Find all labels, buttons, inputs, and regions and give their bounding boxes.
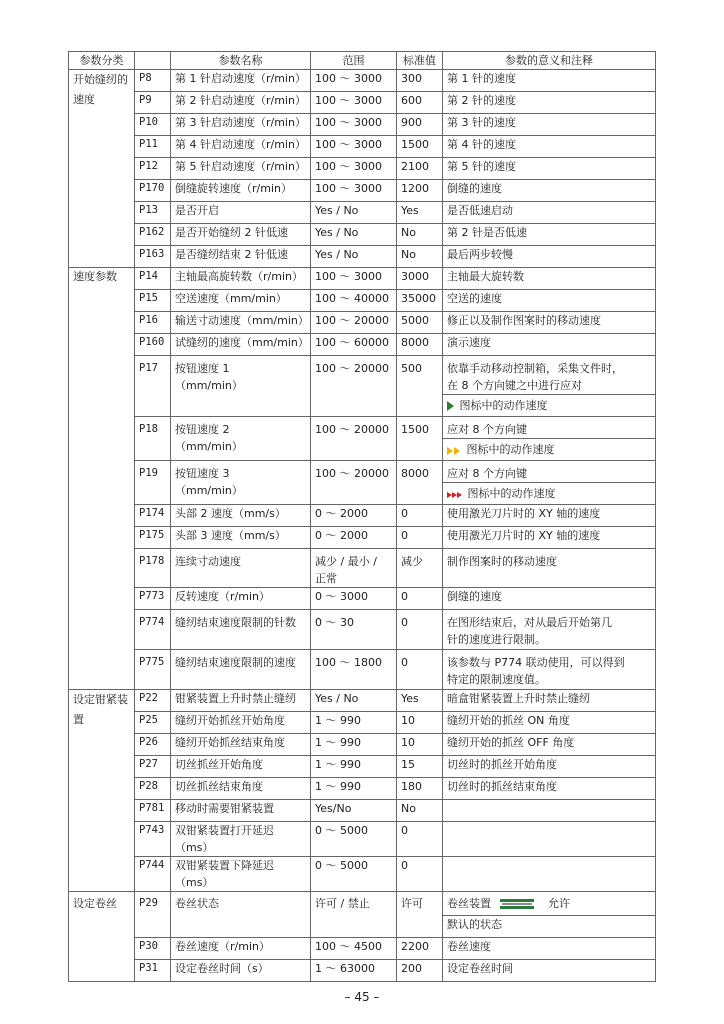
param-code: P25 — [135, 712, 171, 734]
param-desc-icon-row — [443, 395, 656, 417]
param-range: 100 ～ 3000 — [311, 92, 397, 114]
param-desc: 倒缝的速度 — [443, 588, 656, 610]
table-row — [69, 650, 656, 690]
param-range: 0 ～ 5000 — [311, 822, 397, 857]
param-code: P10 — [135, 114, 171, 136]
param-std: 1200 — [397, 180, 443, 202]
param-std: 1500 — [397, 417, 443, 461]
param-desc: 最后两步较慢 — [443, 246, 656, 268]
param-desc — [443, 857, 656, 892]
desc-line: 该参数与 P774 联动使用，可以得到 — [447, 656, 625, 669]
param-std: 900 — [397, 114, 443, 136]
param-desc: 是否低速启动 — [443, 202, 656, 224]
parameter-table — [68, 51, 656, 982]
param-desc: 切丝时的抓丝开始角度 — [443, 756, 656, 778]
param-code: P163 — [135, 246, 171, 268]
param-desc: 缝纫开始的抓丝 OFF 角度 — [443, 734, 656, 756]
param-code: P774 — [135, 610, 171, 650]
param-range: 100 ～ 4500 — [311, 938, 397, 960]
param-range: 许可 / 禁止 — [311, 892, 397, 938]
param-std: 0 — [397, 588, 443, 610]
param-std: 1500 — [397, 136, 443, 158]
param-desc: 第 2 针是否低速 — [443, 224, 656, 246]
param-code: P781 — [135, 800, 171, 822]
table-row — [69, 461, 656, 483]
param-range: 1 ～ 63000 — [311, 960, 397, 982]
table-row — [69, 246, 656, 268]
param-range: 100 ～ 3000 — [311, 158, 397, 180]
param-range: 100 ～ 20000 — [311, 417, 397, 461]
table-row — [69, 417, 656, 439]
param-range: 100 ～ 3000 — [311, 268, 397, 290]
param-std: 0 — [397, 527, 443, 549]
param-name-line: 按钮速度 2 — [175, 423, 230, 436]
param-desc: 第 2 针的速度 — [443, 92, 656, 114]
param-code: P18 — [135, 417, 171, 461]
table-row — [69, 588, 656, 610]
param-range: Yes / No — [311, 224, 397, 246]
page-number: – 45 – — [344, 990, 380, 1004]
table-row — [69, 290, 656, 312]
table-row — [69, 610, 656, 650]
table-row — [69, 960, 656, 982]
param-name: 倒缝旋转速度（r/min） — [171, 180, 311, 202]
param-name: 缝纫结束速度限制的速度 — [171, 650, 311, 690]
param-name: 主轴最高旋转数（r/min） — [171, 268, 311, 290]
param-name: 切丝抓丝开始角度 — [171, 756, 311, 778]
param-code: P31 — [135, 960, 171, 982]
param-name: 连续寸动速度 — [171, 549, 311, 588]
header-range: 范围 — [311, 52, 397, 70]
param-desc: 制作图案时的移动速度 — [443, 549, 656, 588]
param-desc-icon-row — [443, 483, 656, 505]
param-std: 0 — [397, 857, 443, 892]
param-name-unit: （mm/min） — [175, 440, 243, 453]
param-code: P28 — [135, 778, 171, 800]
desc-line: 特定的限制速度值。 — [447, 673, 546, 686]
desc-line: 在图形结束后，对从最后开始第几 — [447, 616, 612, 629]
header-meaning: 参数的意义和注释 — [443, 52, 656, 70]
param-range: 100 ～ 60000 — [311, 334, 397, 356]
table-row — [69, 505, 656, 527]
param-desc: 第 5 针的速度 — [443, 158, 656, 180]
param-code: P16 — [135, 312, 171, 334]
param-desc: 暗盒钳紧装置上升时禁止缝纫 — [443, 690, 656, 712]
table-row — [69, 268, 656, 290]
param-name: 头部 3 速度（mm/s） — [171, 527, 311, 549]
table-row — [69, 712, 656, 734]
param-desc — [443, 822, 656, 857]
param-desc — [443, 610, 656, 650]
desc-line: 图标中的动作速度 — [459, 399, 548, 412]
param-code: P29 — [135, 892, 171, 938]
header-code — [135, 52, 171, 70]
param-name: 切丝抓丝结束角度 — [171, 778, 311, 800]
param-code: P9 — [135, 92, 171, 114]
param-range: Yes / No — [311, 246, 397, 268]
table-row — [69, 822, 656, 857]
param-std: No — [397, 246, 443, 268]
param-name: 移动时需要钳紧装置 — [171, 800, 311, 822]
param-name: 是否开始缝纫 2 针低速 — [171, 224, 311, 246]
param-name: 是否缝纫结束 2 针低速 — [171, 246, 311, 268]
param-code: P174 — [135, 505, 171, 527]
param-std: 300 — [397, 70, 443, 92]
param-name: 双钳紧装置下降延迟（ms） — [171, 857, 311, 892]
param-name: 空送速度（mm/min） — [171, 290, 311, 312]
param-name: 第 2 针启动速度（r/min） — [171, 92, 311, 114]
param-code: P773 — [135, 588, 171, 610]
param-code: P170 — [135, 180, 171, 202]
param-code: P13 — [135, 202, 171, 224]
param-code: P15 — [135, 290, 171, 312]
param-std: No — [397, 800, 443, 822]
param-range: 100 ～ 1800 — [311, 650, 397, 690]
param-range: 0 ～ 2000 — [311, 505, 397, 527]
table-row — [69, 857, 656, 892]
param-name: 反转速度（r/min） — [171, 588, 311, 610]
desc-line: 依靠手动移动控制箱，采集文件时， — [447, 362, 623, 375]
param-range: 0 ～ 3000 — [311, 588, 397, 610]
param-desc: 第 4 针的速度 — [443, 136, 656, 158]
param-range: 0 ～ 30 — [311, 610, 397, 650]
param-range: Yes / No — [311, 202, 397, 224]
param-code: P14 — [135, 268, 171, 290]
param-code: P162 — [135, 224, 171, 246]
param-std: Yes — [397, 690, 443, 712]
param-desc: 设定卷丝时间 — [443, 960, 656, 982]
param-name: 是否开启 — [171, 202, 311, 224]
table-row — [69, 224, 656, 246]
param-name: 缝纫开始抓丝开始角度 — [171, 712, 311, 734]
param-std: 35000 — [397, 290, 443, 312]
param-std: No — [397, 224, 443, 246]
param-range: 1 ～ 990 — [311, 756, 397, 778]
param-code: P17 — [135, 356, 171, 417]
param-desc: 倒缝的速度 — [443, 180, 656, 202]
param-range: 100 ～ 3000 — [311, 114, 397, 136]
desc-line: 图标中的动作速度 — [467, 487, 556, 500]
param-code: P744 — [135, 857, 171, 892]
param-range: 100 ～ 3000 — [311, 136, 397, 158]
param-std: 0 — [397, 822, 443, 857]
param-name-unit: （mm/min） — [175, 484, 243, 497]
param-std: 500 — [397, 356, 443, 417]
param-range: 0 ～ 5000 — [311, 857, 397, 892]
param-name — [171, 417, 311, 461]
param-range: 100 ～ 40000 — [311, 290, 397, 312]
param-desc: 使用激光刀片时的 XY 轴的速度 — [443, 505, 656, 527]
param-desc — [443, 800, 656, 822]
param-desc: 应对 8 个方向键 — [443, 417, 656, 439]
red-triple-play-icon — [447, 486, 462, 503]
param-name-line: 按钮速度 3 — [175, 467, 230, 480]
param-name-unit: （mm/min） — [175, 379, 243, 392]
yellow-double-play-icon — [447, 442, 461, 459]
param-name — [171, 356, 311, 417]
param-name: 钳紧装置上升时禁止缝纫 — [171, 690, 311, 712]
category-clamp: 设定钳紧装置 — [69, 690, 135, 892]
param-name-line: 按钮速度 1 — [175, 362, 230, 375]
param-name — [171, 461, 311, 505]
desc-line: 允许 — [548, 897, 570, 910]
param-name: 缝纫结束速度限制的针数 — [171, 610, 311, 650]
param-std: 10 — [397, 712, 443, 734]
table-row — [69, 938, 656, 960]
param-std: 0 — [397, 505, 443, 527]
param-name: 设定卷丝时间（s） — [171, 960, 311, 982]
table-row — [69, 334, 656, 356]
table-row — [69, 70, 656, 92]
param-std: 10 — [397, 734, 443, 756]
param-code: P11 — [135, 136, 171, 158]
range-line: 减少 / 最小 / — [315, 555, 377, 568]
param-desc: 切丝时的抓丝结束角度 — [443, 778, 656, 800]
param-desc: 演示速度 — [443, 334, 656, 356]
param-desc-icon-row — [443, 439, 656, 461]
table-row — [69, 92, 656, 114]
param-desc: 应对 8 个方向键 — [443, 461, 656, 483]
param-desc: 卷丝速度 — [443, 938, 656, 960]
table-row — [69, 892, 656, 916]
param-name: 第 3 针启动速度（r/min） — [171, 114, 311, 136]
param-std: 180 — [397, 778, 443, 800]
param-desc: 空送的速度 — [443, 290, 656, 312]
table-row — [69, 312, 656, 334]
param-name: 试缝纫的速度（mm/min） — [171, 334, 311, 356]
param-desc: 使用激光刀片时的 XY 轴的速度 — [443, 527, 656, 549]
desc-line: 针的速度进行限制。 — [447, 633, 546, 646]
header-category: 参数分类 — [69, 52, 135, 70]
param-std: 2100 — [397, 158, 443, 180]
table-row — [69, 180, 656, 202]
param-desc: 默认的状态 — [443, 916, 656, 938]
param-desc: 第 1 针的速度 — [443, 70, 656, 92]
param-name: 卷丝状态 — [171, 892, 311, 938]
param-std: 8000 — [397, 461, 443, 505]
param-desc: 第 3 针的速度 — [443, 114, 656, 136]
param-range: 100 ～ 3000 — [311, 70, 397, 92]
header-standard: 标准值 — [397, 52, 443, 70]
param-code: P8 — [135, 70, 171, 92]
param-code: P743 — [135, 822, 171, 857]
category-start-speed: 开始缝纫的速度 — [69, 70, 135, 268]
param-range: 0 ～ 2000 — [311, 527, 397, 549]
param-name: 第 1 针启动速度（r/min） — [171, 70, 311, 92]
table-row — [69, 549, 656, 588]
table-row — [69, 778, 656, 800]
param-desc: 修正以及制作图案时的移动速度 — [443, 312, 656, 334]
spool-icon — [499, 898, 541, 910]
table-row — [69, 527, 656, 549]
param-code: P12 — [135, 158, 171, 180]
table-row — [69, 690, 656, 712]
param-name: 头部 2 速度（mm/s） — [171, 505, 311, 527]
param-desc — [443, 650, 656, 690]
param-desc: 主轴最大旋转数 — [443, 268, 656, 290]
param-code: P160 — [135, 334, 171, 356]
param-desc — [443, 356, 656, 395]
param-range: 100 ～ 20000 — [311, 356, 397, 417]
param-name: 卷丝速度（r/min） — [171, 938, 311, 960]
param-std: 减少 — [397, 549, 443, 588]
param-std: 2200 — [397, 938, 443, 960]
table-row — [69, 114, 656, 136]
param-range: 1 ～ 990 — [311, 734, 397, 756]
param-std: 8000 — [397, 334, 443, 356]
param-std: 0 — [397, 650, 443, 690]
param-range — [311, 549, 397, 588]
table-row — [69, 734, 656, 756]
category-speed-params: 速度参数 — [69, 268, 135, 690]
param-code: P175 — [135, 527, 171, 549]
table-row — [69, 356, 656, 395]
param-range: Yes/No — [311, 800, 397, 822]
param-range: 100 ～ 20000 — [311, 312, 397, 334]
param-std: 3000 — [397, 268, 443, 290]
param-std: 15 — [397, 756, 443, 778]
table-row — [69, 756, 656, 778]
table-header-row — [69, 52, 656, 70]
param-name: 第 4 针启动速度（r/min） — [171, 136, 311, 158]
param-std: 600 — [397, 92, 443, 114]
param-range: Yes / No — [311, 690, 397, 712]
param-name: 第 5 针启动速度（r/min） — [171, 158, 311, 180]
param-code: P19 — [135, 461, 171, 505]
param-range: 100 ～ 3000 — [311, 180, 397, 202]
desc-line: 在 8 个方向键之中进行应对 — [447, 379, 582, 392]
param-desc — [443, 892, 656, 916]
param-code: P30 — [135, 938, 171, 960]
range-line: 正常 — [315, 572, 337, 585]
desc-line: 卷丝装置 — [447, 897, 491, 910]
param-std: 5000 — [397, 312, 443, 334]
param-name: 缝纫开始抓丝结束角度 — [171, 734, 311, 756]
table-row — [69, 202, 656, 224]
param-code: P22 — [135, 690, 171, 712]
param-name: 输送寸动速度（mm/min） — [171, 312, 311, 334]
param-range: 100 ～ 20000 — [311, 461, 397, 505]
category-winding: 设定卷丝 — [69, 892, 135, 982]
param-code: P27 — [135, 756, 171, 778]
desc-line: 图标中的动作速度 — [466, 443, 555, 456]
param-range: 1 ～ 990 — [311, 778, 397, 800]
param-std: 200 — [397, 960, 443, 982]
param-code: P26 — [135, 734, 171, 756]
header-name: 参数名称 — [171, 52, 311, 70]
param-code: P775 — [135, 650, 171, 690]
param-code: P178 — [135, 549, 171, 588]
param-std: Yes — [397, 202, 443, 224]
param-range: 1 ～ 990 — [311, 712, 397, 734]
param-std: 许可 — [397, 892, 443, 938]
param-std: 0 — [397, 610, 443, 650]
green-play-icon — [447, 401, 454, 411]
param-desc: 缝纫开始的抓丝 ON 角度 — [443, 712, 656, 734]
table-row — [69, 136, 656, 158]
param-name: 双钳紧装置打开延迟（ms） — [171, 822, 311, 857]
table-row — [69, 800, 656, 822]
table-row — [69, 158, 656, 180]
